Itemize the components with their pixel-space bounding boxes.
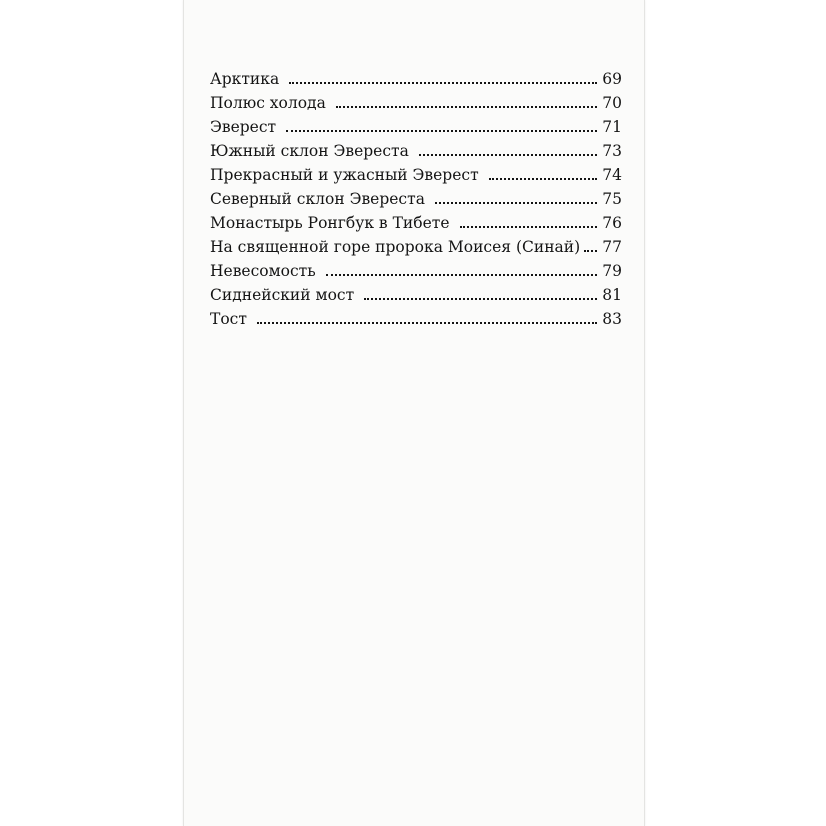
toc-entry-page: 74 (602, 166, 622, 184)
toc-entry-title: Арктика (210, 70, 280, 88)
toc-entry-page: 76 (602, 214, 622, 232)
dot-leader (489, 177, 597, 180)
toc-entry-page: 83 (602, 310, 622, 328)
toc-entry-page: 75 (602, 190, 622, 208)
toc-entry[interactable] (210, 283, 622, 307)
toc-entry-page: 77 (602, 238, 622, 256)
toc-entry-title: Полюс холода (210, 94, 326, 112)
dot-leader (419, 153, 597, 156)
toc-entry[interactable] (210, 259, 622, 283)
dot-leader (286, 129, 597, 132)
dot-leader (435, 201, 597, 204)
dot-leader (460, 225, 597, 228)
toc-entry-page: 70 (602, 94, 622, 112)
toc-entry-title: Южный склон Эвереста (210, 142, 409, 160)
toc-entry-title: Сиднейский мост (210, 286, 355, 304)
toc-entry-title: Прекрасный и ужасный Эверест (210, 166, 479, 184)
toc-entry-page: 79 (602, 262, 622, 280)
dot-leader (364, 297, 597, 300)
dot-leader (289, 81, 597, 84)
toc-entry[interactable] (210, 91, 622, 115)
table-of-contents (210, 67, 622, 331)
toc-entry-page: 69 (602, 70, 622, 88)
toc-entry-title: На священной горе пророка Моисея (Синай) (210, 238, 581, 256)
dot-leader (326, 273, 597, 276)
toc-entry-title: Монастырь Ронгбук в Тибете (210, 214, 450, 232)
dot-leader (257, 321, 597, 324)
toc-entry-title: Северный склон Эвереста (210, 190, 425, 208)
toc-entry[interactable] (210, 187, 622, 211)
book-page (183, 0, 645, 826)
toc-entry-title: Тост (210, 310, 247, 328)
toc-entry[interactable] (210, 211, 622, 235)
toc-entry-page: 73 (602, 142, 622, 160)
toc-entry-title: Невесомость (210, 262, 316, 280)
toc-entry[interactable] (210, 235, 622, 259)
dot-leader (336, 105, 597, 108)
toc-entry[interactable] (210, 139, 622, 163)
toc-entry-page: 81 (602, 286, 622, 304)
toc-entry[interactable] (210, 307, 622, 331)
toc-entry[interactable] (210, 163, 622, 187)
dot-leader (584, 249, 597, 252)
toc-entry[interactable] (210, 67, 622, 91)
toc-entry-title: Эверест (210, 118, 277, 136)
toc-entry[interactable] (210, 115, 622, 139)
toc-entry-page: 71 (602, 118, 622, 136)
